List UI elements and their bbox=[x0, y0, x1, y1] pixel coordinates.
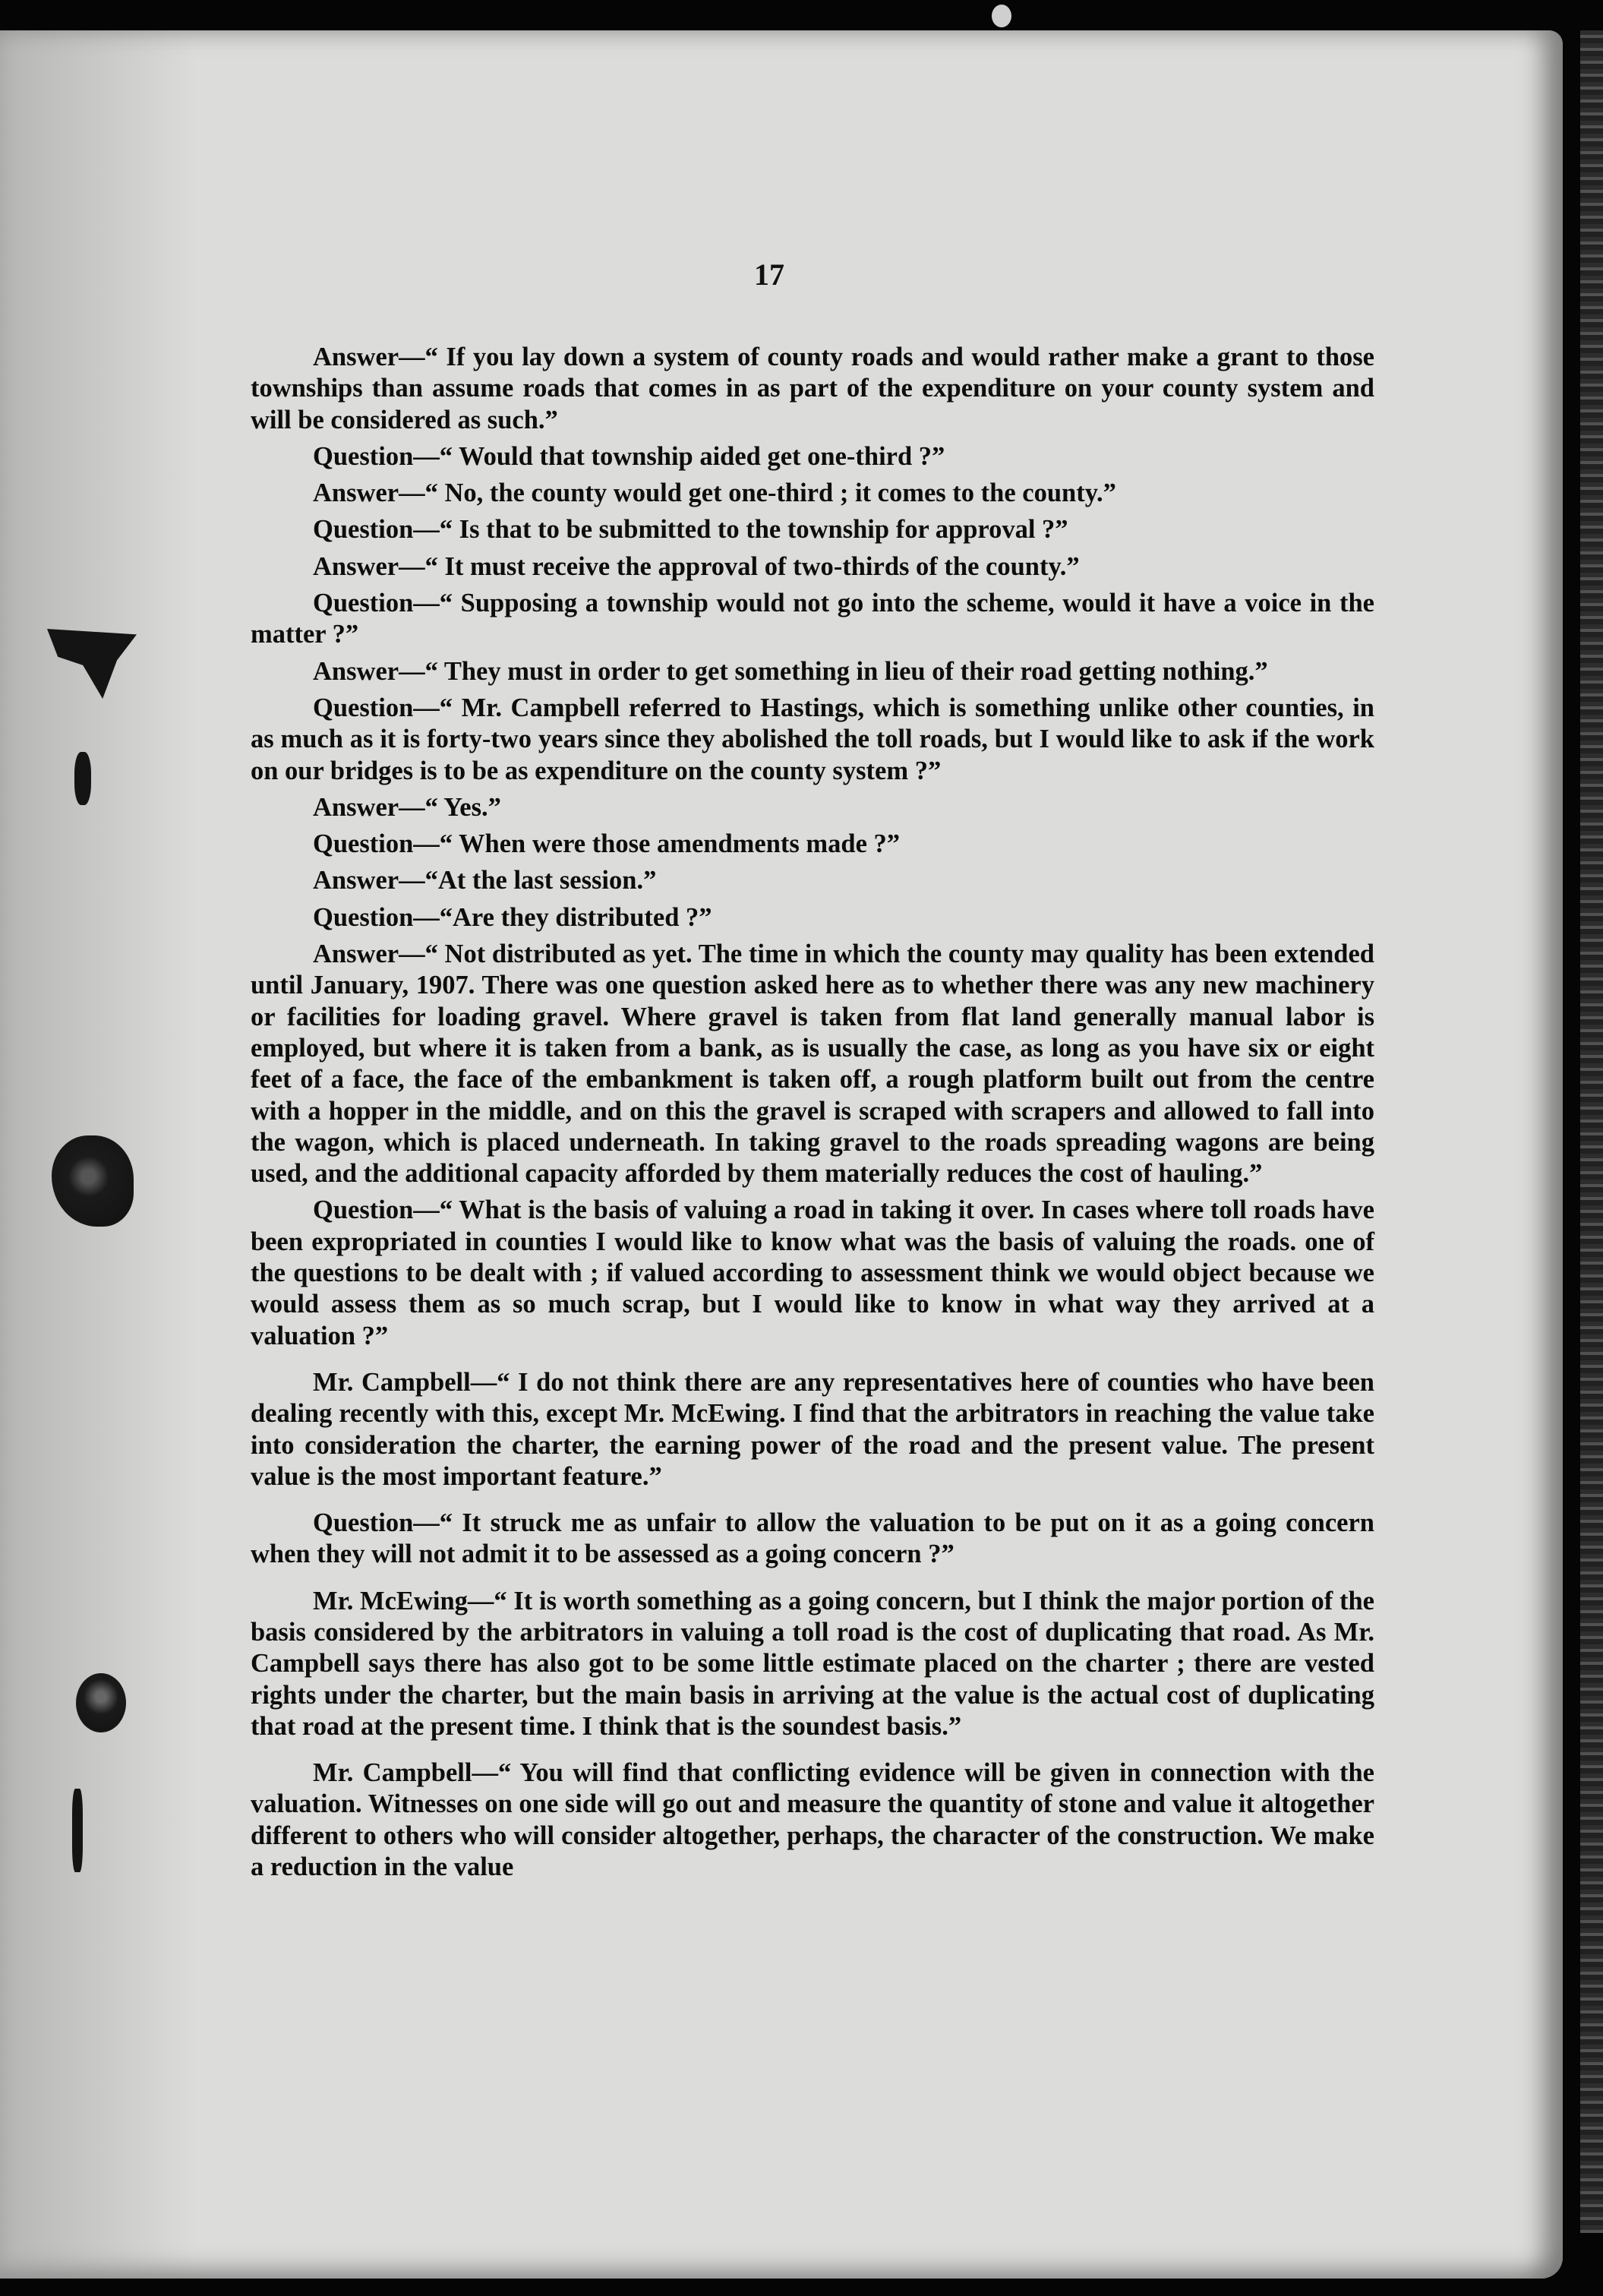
ink-blot bbox=[76, 1673, 126, 1732]
paragraph: Question—“ Is that to be submitted to the township for approval ?” bbox=[313, 515, 1068, 545]
paragraph: Mr. McEwing—“ It is worth something as a going concern, but I think the major portion of the basis considered by the arbitrators in valuing a toll road is the cost of duplicating that road. As Mr. Campbell says there has also got to be some little estimate placed on the charter ; there are vested rights under the charter, but the main basis in arriving at the value is the actual cost of duplicating that road at the present time. I think that is the soundest basis.” bbox=[251, 1586, 1374, 1741]
paragraph: Question—“Are they distributed ?” bbox=[313, 902, 712, 932]
ink-blot bbox=[47, 629, 137, 699]
page-edge-shadow bbox=[1580, 30, 1603, 2233]
document-page bbox=[0, 30, 1563, 2279]
page-number: 17 bbox=[754, 257, 784, 292]
ink-blot bbox=[52, 1135, 134, 1227]
body-text bbox=[251, 342, 1374, 1888]
paragraph: Answer—“ It must receive the approval of two-thirds of the county.” bbox=[313, 551, 1080, 581]
paragraph: Answer—“ They must in order to get something in lieu of their road getting nothing.” bbox=[313, 656, 1268, 686]
paragraph: Question—“ It struck me as unfair to allow the valuation to be put on it as a going concern when they will not admit it to be assessed as a going concern ?” bbox=[251, 1508, 1374, 1569]
paragraph: Answer—“ Not distributed as yet. The time in which the county may quality has been extended until January, 1907. There was one question asked here as to whether there was any new machinery or facilities for loading gravel. Where gravel is taken from flat land generally manual labor is employed, but where it is taken from a bank, as is usually the case, as long as you have six or eight feet of a face, the face of the embankment is taken off, a rough platform built out from the centre with a hopper in the middle, and on this the gravel is scraped with scrapers and allowed to fall into the wagon, which is placed underneath. In taking gravel to the roads spreading wagons are being used, and the additional capacity afforded by them materially reduces the cost of hauling.” bbox=[251, 940, 1374, 1189]
paragraph: Mr. Campbell—“ You will find that conflicting evidence will be given in connection with the valuation. Witnesses on one side will go out and measure the quantity of stone and value it altogether different to others who will consider altogether, perhaps, the character of the construction. We make a reduction in the value bbox=[251, 1758, 1374, 1882]
paragraph: Answer—“ If you lay down a system of county roads and would rather make a grant to those townships than assume roads that comes in as part of the expenditure on your county system and will be considered as such.” bbox=[251, 343, 1374, 434]
paragraph: Question—“ What is the basis of valuing a road in taking it over. In cases where toll roads have been expropriated in counties I would like to know what was the basis of valuing the roads. one of the questions to be dealt with ; if valued according to assessment think we would object because we would assess them as so much scrap, but I would like to know in what way they arrived at a valuation ?” bbox=[251, 1195, 1374, 1350]
paragraph: Question—“ Supposing a township would not go into the scheme, would it have a voice in the matter ?” bbox=[251, 589, 1374, 649]
ink-blot bbox=[72, 1789, 83, 1872]
paragraph: Question—“ When were those amendments made ?” bbox=[313, 829, 901, 859]
paragraph: Question—“ Mr. Campbell referred to Hastings, which is something unlike other counties, in as much as it is forty-two years since they abolished the toll roads, but I would like to ask if the work on our bridges is to be as expenditure on the county system ?” bbox=[251, 693, 1374, 785]
paragraph: Answer—“ No, the county would get one-third ; it comes to the county.” bbox=[313, 478, 1116, 508]
paragraph: Answer—“ Yes.” bbox=[313, 792, 501, 822]
paragraph: Mr. Campbell—“ I do not think there are any representatives here of counties who have been dealing recently with this, except Mr. McEwing. I find that the arbitrators in reaching the value take into consideration the charter, the earning power of the road and the present value. The present value is the most important feature.” bbox=[251, 1367, 1374, 1491]
top-speck bbox=[992, 5, 1011, 27]
paragraph: Question—“ Would that township aided get one-third ?” bbox=[313, 441, 945, 471]
ink-blot bbox=[74, 752, 91, 805]
paragraph: Answer—“At the last session.” bbox=[313, 866, 657, 895]
